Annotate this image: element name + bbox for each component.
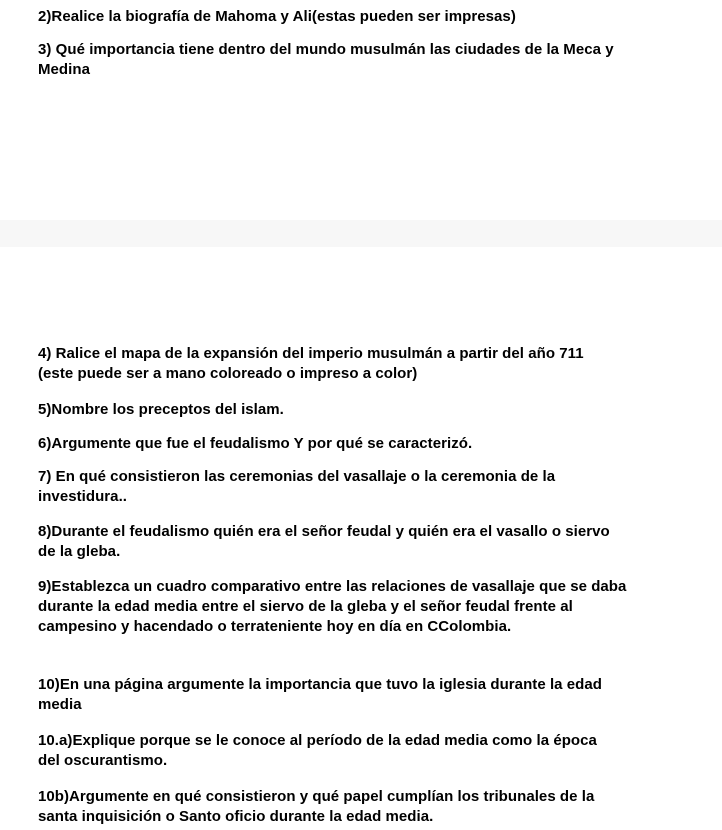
question-3: 3) Qué importancia tiene dentro del mundo musulmán las ciudades de la Meca y Medina	[38, 41, 614, 78]
question-10b: 10b)Argumente en qué consistieron y qué papel cumplían los tribunales de la santa inquisición o Santo oficio durante la edad media.	[38, 788, 595, 825]
question-7: 7) En qué consistieron las ceremonias del vasallaje o la ceremonia de la investidura..	[38, 468, 556, 505]
question-10a: 10.a)Explique porque se le conoce al período de la edad media como la época del oscurantismo.	[38, 732, 597, 769]
document-page-top	[0, 0, 722, 220]
question-10: 10)En una página argumente la importancia que tuvo la iglesia durante la edad media	[38, 676, 602, 713]
document-page-bottom	[0, 247, 722, 830]
question-6: 6)Argumente que fue el feudalismo Y por qué se caracterizó.	[38, 435, 473, 452]
question-8: 8)Durante el feudalismo quién era el señor feudal y quién era el vasallo o siervo de la gleba.	[38, 523, 610, 560]
question-2: 2)Realice la biografía de Mahoma y Ali(estas pueden ser impresas)	[38, 8, 516, 25]
page-separator	[0, 220, 722, 247]
question-9: 9)Establezca un cuadro comparativo entre las relaciones de vasallaje que se daba durante la edad media entre el siervo de la gleba y el señor feudal frente al campesino y hacendado o terrateniente hoy en día en CColombia.	[38, 578, 627, 635]
question-4: 4) Ralice el mapa de la expansión del imperio musulmán a partir del año 711 (este puede ser a mano coloreado o impreso a color)	[38, 345, 584, 382]
question-5: 5)Nombre los preceptos del islam.	[38, 401, 284, 418]
